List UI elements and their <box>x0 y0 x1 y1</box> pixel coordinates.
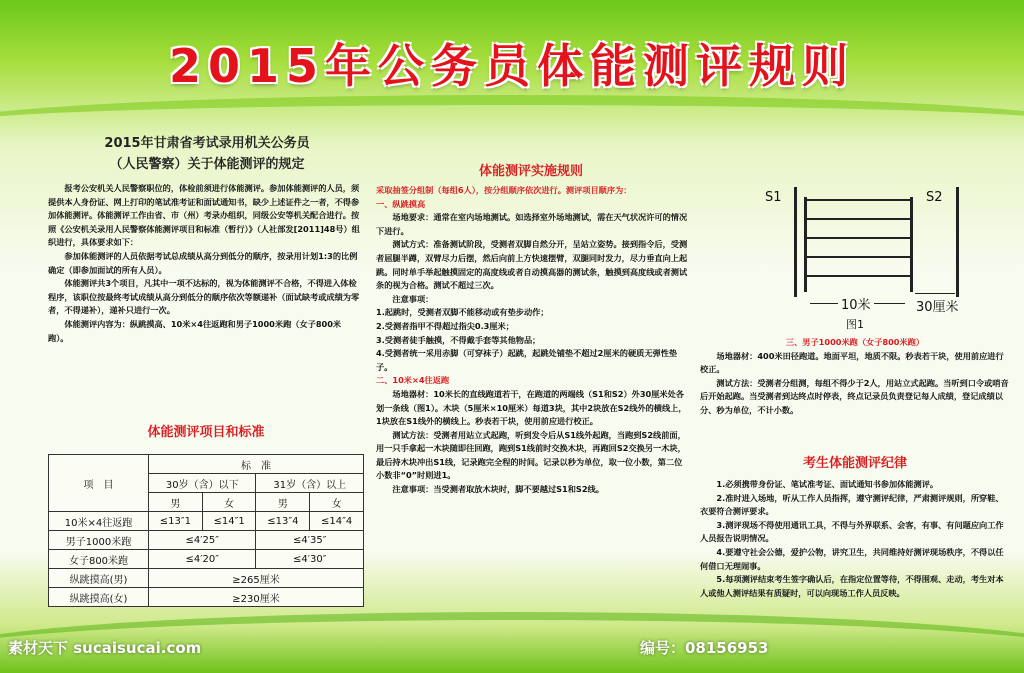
discipline-text-block <box>700 478 1010 600</box>
table-cell: ≤13″4 <box>256 512 310 531</box>
standards-table <box>48 454 364 607</box>
table-row <box>49 550 364 569</box>
diagram-distance-label: 10米 <box>838 294 874 313</box>
table-cell-item: 纵跳摸高(男) <box>49 569 149 588</box>
table-cell-item: 纵跳摸高(女) <box>49 588 149 607</box>
rules-section-title: 体能测评实施规则 <box>478 164 583 179</box>
shuttle-note: 注意事项：当受测者取放木块时，脚不要越过S1和S2线。 <box>392 484 604 495</box>
diagram-line-s1 <box>804 197 807 292</box>
left-paragraph-3: 体能测评共3个项目，凡其中一项不达标的，视为体能测评不合格，不得进入体检程序，该职位按最终考试成绩从高分到低分的顺序依次等额递补（面试缺考或成绩为零者，不得递补），递补只进行一次。 <box>48 278 360 316</box>
table-header-male: 男 <box>149 493 203 512</box>
table-header-age-1: 30岁（含）以下 <box>149 474 256 493</box>
left-paragraph-2: 参加体能测评的人员依据考试总成绩从高分到低分的顺序，按录用计划1:3的比例确定（即参加面试的所有人员）。 <box>48 250 358 275</box>
diagram-lane <box>805 199 910 201</box>
shuttle-venue: 场地器材：10米长的直线跑道若干，在跑道的两端线（S1和S2）外30厘米处各划一条线（图1）。木块（5厘米×10厘米）每道3块，其中2块放在S2线外的横线上，1块放在S1线外的横线上。秒表若干块，使用前应进行校正。 <box>376 388 687 427</box>
section-distance-run: 三、男子1000米跑（女子800米跑） <box>785 337 925 347</box>
table-cell: ≤14″1 <box>202 512 256 531</box>
table-row <box>49 531 364 550</box>
standards-section-title: 体能测评项目和标准 <box>147 425 265 440</box>
diagram-lane <box>805 237 910 239</box>
table-header-age-2: 31岁（含）以上 <box>256 474 364 493</box>
table-cell: ≥265厘米 <box>149 569 364 588</box>
section-vertical-jump: 一、纵跳摸高 <box>376 198 426 209</box>
diagram-offset-arrow <box>915 293 955 294</box>
run-method: 测试方法：受测者分组测，每组不得少于2人，用站立式起跑。当听到口令或哨音后开始起跑。当受测者到达终点时停表，终点记录员负责登记每人成绩，登记成绩以分、秒为单位，不计小数。 <box>700 377 1009 415</box>
table-cell-item: 10米×4往返跑 <box>49 512 149 531</box>
discipline-rule-1: 1.必须携带身份证、笔试准考证、面试通知书参加体能测评。 <box>716 479 939 489</box>
jump-method: 测试方式：准备测试阶段，受测者双脚自然分开，呈站立姿势。接到指令后，受测者屈腿半蹲，双臂尽力后摆，然后向前上方快速摆臂，双腿同时发力，尽力垂直向上起跳。同时单手举起触摸固定的高度线或者自动摸高器的测试条，触摸到高度线或者测试条的视为合格。测试不超过三次。 <box>376 239 688 291</box>
run-venue: 场地器材：400米田径跑道。地面平坦，地质不限。秒表若干块，使用前应进行校正。 <box>700 350 1004 375</box>
diagram-label-s2: S2 <box>926 190 943 205</box>
diagram-line-right-offset <box>956 187 959 297</box>
jump-note-1: 1.起跳时，受测者双脚不能移动或有垫步动作； <box>376 307 549 318</box>
jump-venue: 场地要求：通常在室内场地测试。如选择室外场地测试，需在天气状况许可的情况下进行。 <box>376 212 688 236</box>
discipline-rule-5: 5.每项测评结束考生签字确认后，在指定位置等待，不得围观、走动，考生对本人或他人测评结果有质疑时，可以向现场工作人员反映。 <box>700 574 1004 598</box>
table-row <box>49 512 364 531</box>
jump-note-4: 4.受测者统一采用赤脚（可穿袜子）起跳，起跳处铺垫不超过2厘米的硬质无弹性垫子。 <box>376 348 678 372</box>
left-paragraph-1: 报考公安机关人民警察职位的，体检前须进行体能测评。参加体能测评的人员，须提供本人身份证、网上打印的笔试准考证和面试通知书，缺少上述证件之一者，不得参加体能测评。体能测评工作由省、市（州）考录办组织，同级公安等机关配合进行。按照《公安机关录用人民警察体能测评项目和标准（暂行）》（人社部发[2011]48号）组织进行，具体要求如下： <box>48 183 360 248</box>
discipline-rule-4: 4.要遵守社会公德，爱护公物，讲究卫生，共同维持好测评现场秩序，不得以任何借口无理闹事。 <box>700 546 1004 571</box>
shuttle-run-diagram <box>760 180 970 340</box>
table-header-female: 女 <box>310 493 364 512</box>
table-header-male: 男 <box>256 493 310 512</box>
table-cell: ≤4′20″ <box>149 550 256 569</box>
table-cell: ≤4′25″ <box>149 531 256 550</box>
left-text-block <box>48 182 360 345</box>
page-title: 2015年公务员体能测评规则 <box>168 39 856 93</box>
diagram-lane <box>805 275 910 277</box>
table-header-female: 女 <box>202 493 256 512</box>
middle-text-block <box>376 184 688 497</box>
left-heading-2: （人民警察）关于体能测评的规定 <box>109 157 305 172</box>
table-header-standard: 标 准 <box>149 455 364 474</box>
watermark-code: 编号：08156953 <box>640 639 769 657</box>
table-cell: ≤14″4 <box>310 512 364 531</box>
table-cell-item: 女子800米跑 <box>49 550 149 569</box>
table-cell-item: 男子1000米跑 <box>49 531 149 550</box>
discipline-section-title: 考生体能测评纪律 <box>802 456 907 471</box>
left-paragraph-4: 体能测评内容为：纵跳摸高、10米×4往返跑和男子1000米跑（女子800米跑）。 <box>48 318 342 343</box>
jump-note-3: 3.受测者徒手触摸，不得戴手套等其他物品； <box>376 334 541 345</box>
table-cell: ≤4′30″ <box>256 550 364 569</box>
diagram-label-s1: S1 <box>765 190 782 205</box>
right-text-block <box>700 336 1010 418</box>
shuttle-method: 测试方法：受测者用站立式起跑，听到发令后从S1线外起跑，当跑到S2线前面，用一只手拿起一木块随即往回跑，跑到S1线前时交换木块，再跑回S2交换另一木块，最后持木块冲出S1线，记录跑完全程的时间。记录以秒为单位，取一位小数，第二位小数非“0”时则进1。 <box>376 429 686 481</box>
jump-note-2: 2.受测者指甲不得超过指尖0.3厘米； <box>376 320 514 331</box>
table-row <box>49 569 364 588</box>
table-header-item: 项 目 <box>49 455 149 512</box>
rules-intro: 采取抽签分组制（每组6人），按分组顺序依次进行。测评项目顺序为： <box>376 185 632 195</box>
diagram-lane <box>805 256 910 258</box>
diagram-lane <box>805 218 910 220</box>
table-row <box>49 588 364 607</box>
table-cell: ≤13″1 <box>149 512 203 531</box>
diagram-line-s2 <box>910 197 913 292</box>
table-cell: ≤4′35″ <box>256 531 364 550</box>
left-heading-1: 2015年甘肃省考试录用机关公务员 <box>104 136 310 151</box>
discipline-rule-2: 2.准时进入场地，听从工作人员指挥，遵守测评纪律，严肃测评规则，所穿鞋、衣要符合测评要求。 <box>700 492 1004 517</box>
diagram-caption: 图1 <box>846 318 864 331</box>
section-shuttle-run: 二、10米×4往返跑 <box>376 375 450 386</box>
table-cell: ≥230厘米 <box>149 588 364 607</box>
watermark-site: 素材天下 sucaisucai.com <box>8 639 202 657</box>
diagram-offset-label: 30厘米 <box>916 300 959 315</box>
jump-notes-title: 注意事项： <box>392 293 434 304</box>
discipline-rule-3: 3.测评现场不得使用通讯工具，不得与外界联系、会客，有事、有问题应向工作人员报告说明情况。 <box>700 519 1004 544</box>
diagram-line-left-offset <box>794 187 797 297</box>
